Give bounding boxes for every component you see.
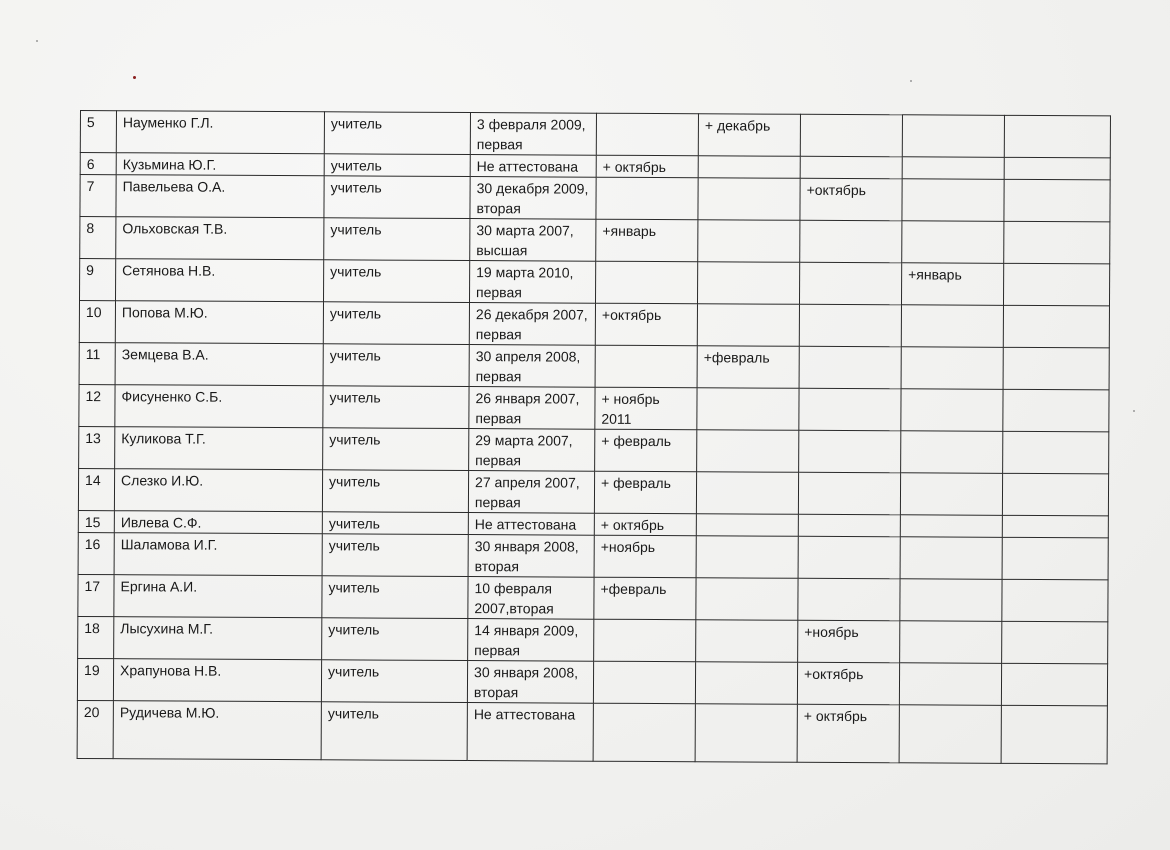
plan-month-4-cell bbox=[900, 473, 1002, 516]
table-row bbox=[77, 658, 1107, 705]
table-row bbox=[80, 217, 1110, 264]
plan-month-5-cell bbox=[1001, 705, 1107, 764]
plan-month-5-cell bbox=[1004, 179, 1110, 222]
plan-month-2-cell bbox=[696, 514, 798, 537]
dust-speck bbox=[910, 80, 912, 82]
position-cell: учитель bbox=[323, 428, 469, 471]
table-body bbox=[77, 111, 1110, 764]
plan-month-4-cell bbox=[899, 705, 1001, 764]
row-number-cell: 11 bbox=[79, 342, 115, 384]
table-row bbox=[77, 700, 1107, 763]
plan-month-1-cell: + февраль bbox=[594, 471, 696, 514]
teacher-name-cell: Сетянова Н.В. bbox=[116, 259, 324, 302]
plan-month-2-cell: + декабрь bbox=[698, 114, 800, 157]
plan-month-5-cell bbox=[1004, 115, 1110, 158]
plan-month-4-cell bbox=[901, 431, 1003, 474]
teacher-name-cell: Попова М.Ю. bbox=[115, 301, 323, 344]
position-cell: учитель bbox=[322, 512, 468, 535]
plan-month-3-cell: +октябрь bbox=[797, 662, 899, 705]
plan-month-3-cell: +ноябрь bbox=[798, 620, 900, 663]
table-row bbox=[78, 616, 1108, 663]
ink-speck bbox=[133, 76, 136, 79]
table-row bbox=[79, 384, 1109, 431]
plan-month-4-cell bbox=[902, 157, 1004, 180]
teacher-name-cell: Куликова Т.Г. bbox=[115, 427, 323, 470]
plan-month-2-cell bbox=[697, 388, 799, 431]
teacher-name-cell: Ергина А.И. bbox=[114, 575, 322, 618]
plan-month-3-cell: +октябрь bbox=[800, 178, 902, 221]
plan-month-4-cell bbox=[900, 537, 1002, 580]
row-number-cell: 9 bbox=[80, 259, 116, 301]
plan-month-3-cell bbox=[798, 578, 900, 621]
teacher-name-cell: Рудичева М.Ю. bbox=[113, 701, 321, 760]
table-row bbox=[80, 175, 1110, 222]
position-cell: учитель bbox=[323, 260, 469, 303]
table-row bbox=[78, 532, 1108, 579]
plan-month-2-cell bbox=[696, 472, 798, 515]
teacher-attestation-table bbox=[77, 110, 1111, 764]
attestation-date-cell: 3 февраля 2009, первая bbox=[470, 113, 596, 156]
attestation-date-cell: 30 апреля 2008, первая bbox=[469, 345, 595, 388]
plan-month-2-cell bbox=[695, 662, 797, 705]
position-cell: учитель bbox=[324, 112, 470, 155]
position-cell: учитель bbox=[323, 386, 469, 429]
row-number-cell: 19 bbox=[77, 658, 113, 700]
plan-month-5-cell bbox=[1003, 389, 1109, 432]
row-number-cell: 17 bbox=[78, 574, 114, 616]
attestation-date-cell: 26 января 2007, первая bbox=[469, 387, 595, 430]
attestation-date-cell: 10 февраля 2007,вторая bbox=[468, 577, 594, 620]
plan-month-2-cell bbox=[696, 578, 798, 621]
row-number-cell: 14 bbox=[78, 468, 114, 510]
table-row bbox=[79, 301, 1109, 348]
plan-month-1-cell bbox=[595, 261, 697, 304]
plan-month-1-cell: +октябрь bbox=[595, 303, 697, 346]
row-number-cell: 10 bbox=[79, 301, 115, 343]
plan-month-5-cell bbox=[1004, 157, 1110, 180]
plan-month-4-cell bbox=[899, 663, 1001, 706]
plan-month-1-cell bbox=[595, 345, 697, 388]
plan-month-4-cell bbox=[902, 221, 1004, 264]
attestation-date-cell: 30 марта 2007, высшая bbox=[470, 219, 596, 262]
row-number-cell: 12 bbox=[79, 384, 115, 426]
plan-month-1-cell: + февраль bbox=[595, 429, 697, 472]
row-number-cell: 15 bbox=[78, 510, 114, 532]
plan-month-5-cell bbox=[1001, 663, 1107, 706]
teacher-name-cell: Павельева О.А. bbox=[116, 175, 324, 218]
teacher-name-cell: Лысухина М.Г. bbox=[114, 617, 322, 660]
table-row bbox=[80, 111, 1110, 158]
table-row bbox=[79, 342, 1109, 389]
plan-month-3-cell bbox=[800, 220, 902, 263]
row-number-cell: 7 bbox=[80, 175, 116, 217]
table-row bbox=[80, 259, 1110, 306]
attestation-date-cell: Не аттестована bbox=[470, 155, 596, 178]
attestation-date-cell: 30 декабря 2009, вторая bbox=[470, 177, 596, 220]
row-number-cell: 5 bbox=[80, 111, 116, 153]
row-number-cell: 16 bbox=[78, 532, 114, 574]
attestation-date-cell: 30 января 2008, вторая bbox=[467, 661, 593, 704]
plan-month-3-cell bbox=[800, 114, 902, 157]
plan-month-3-cell bbox=[799, 430, 901, 473]
plan-month-5-cell bbox=[1003, 263, 1109, 306]
plan-month-5-cell bbox=[1003, 347, 1109, 390]
attestation-date-cell: Не аттестована bbox=[467, 703, 593, 762]
plan-month-5-cell bbox=[1002, 515, 1108, 538]
row-number-cell: 20 bbox=[77, 700, 113, 758]
plan-month-4-cell bbox=[902, 179, 1004, 222]
position-cell: учитель bbox=[324, 218, 470, 261]
plan-month-1-cell: +ноябрь bbox=[594, 535, 696, 578]
plan-month-3-cell: + октябрь bbox=[797, 704, 899, 763]
plan-month-5-cell bbox=[1002, 621, 1108, 664]
plan-month-1-cell bbox=[596, 113, 698, 156]
plan-month-2-cell: +февраль bbox=[697, 346, 799, 389]
plan-month-3-cell bbox=[798, 514, 900, 537]
plan-month-1-cell: + октябрь bbox=[596, 155, 698, 178]
plan-month-2-cell bbox=[698, 156, 800, 179]
plan-month-5-cell bbox=[1002, 473, 1108, 516]
plan-month-1-cell: +февраль bbox=[594, 577, 696, 620]
plan-month-3-cell bbox=[799, 388, 901, 431]
plan-month-3-cell bbox=[799, 304, 901, 347]
attestation-date-cell: 30 января 2008, вторая bbox=[468, 535, 594, 578]
plan-month-3-cell bbox=[799, 262, 901, 305]
attestation-date-cell: 14 января 2009, первая bbox=[468, 619, 594, 662]
plan-month-2-cell bbox=[698, 220, 800, 263]
plan-month-3-cell bbox=[798, 536, 900, 579]
dust-speck bbox=[36, 40, 38, 42]
plan-month-2-cell bbox=[697, 262, 799, 305]
plan-month-1-cell bbox=[593, 661, 695, 704]
teacher-name-cell: Ивлева С.Ф. bbox=[114, 511, 322, 534]
teacher-name-cell: Фисуненко С.Б. bbox=[115, 385, 323, 428]
position-cell: учитель bbox=[324, 154, 470, 177]
position-cell: учитель bbox=[322, 576, 468, 619]
plan-month-4-cell: +январь bbox=[901, 263, 1003, 306]
plan-month-2-cell bbox=[695, 704, 797, 763]
teacher-name-cell: Науменко Г.Л. bbox=[116, 111, 324, 154]
position-cell: учитель bbox=[322, 618, 468, 661]
plan-month-4-cell bbox=[902, 115, 1004, 158]
plan-month-2-cell bbox=[698, 178, 800, 221]
plan-month-4-cell bbox=[900, 621, 1002, 664]
table-row bbox=[78, 468, 1108, 515]
plan-month-5-cell bbox=[1004, 221, 1110, 264]
attestation-date-cell: 19 марта 2010, первая bbox=[469, 261, 595, 304]
plan-month-2-cell bbox=[696, 620, 798, 663]
plan-month-4-cell bbox=[900, 579, 1002, 622]
row-number-cell: 18 bbox=[78, 616, 114, 658]
plan-month-3-cell bbox=[799, 346, 901, 389]
plan-month-1-cell: +январь bbox=[596, 219, 698, 262]
table-row bbox=[78, 574, 1108, 621]
plan-month-4-cell bbox=[901, 389, 1003, 432]
plan-month-5-cell bbox=[1002, 579, 1108, 622]
plan-month-1-cell: + ноябрь 2011 bbox=[595, 387, 697, 430]
plan-month-3-cell bbox=[798, 472, 900, 515]
plan-month-2-cell bbox=[696, 536, 798, 579]
plan-month-5-cell bbox=[1003, 305, 1109, 348]
position-cell: учитель bbox=[321, 660, 467, 703]
plan-month-2-cell bbox=[697, 430, 799, 473]
plan-month-1-cell: + октябрь bbox=[594, 513, 696, 536]
position-cell: учитель bbox=[323, 302, 469, 345]
teacher-name-cell: Храпунова Н.В. bbox=[113, 659, 321, 702]
row-number-cell: 8 bbox=[80, 217, 116, 259]
teacher-name-cell: Слезко И.Ю. bbox=[114, 469, 322, 512]
plan-month-1-cell bbox=[593, 703, 695, 762]
plan-month-1-cell bbox=[594, 619, 696, 662]
attestation-date-cell: Не аттестована bbox=[468, 513, 594, 536]
attestation-date-cell: 26 декабря 2007, первая bbox=[469, 303, 595, 346]
teacher-name-cell: Шаламова И.Г. bbox=[114, 533, 322, 576]
row-number-cell: 6 bbox=[80, 153, 116, 175]
plan-month-4-cell bbox=[900, 515, 1002, 538]
teacher-name-cell: Земцева В.А. bbox=[115, 343, 323, 386]
plan-month-1-cell bbox=[596, 177, 698, 220]
position-cell: учитель bbox=[324, 176, 470, 219]
teacher-name-cell: Кузьмина Ю.Г. bbox=[116, 153, 324, 176]
dust-speck bbox=[1133, 410, 1135, 412]
teacher-name-cell: Ольховская Т.В. bbox=[116, 217, 324, 260]
position-cell: учитель bbox=[322, 534, 468, 577]
plan-month-4-cell bbox=[901, 305, 1003, 348]
plan-month-5-cell bbox=[1003, 431, 1109, 474]
table-row bbox=[79, 426, 1109, 473]
plan-month-3-cell bbox=[800, 156, 902, 179]
row-number-cell: 13 bbox=[79, 426, 115, 468]
plan-month-2-cell bbox=[697, 304, 799, 347]
plan-month-4-cell bbox=[901, 347, 1003, 390]
attestation-date-cell: 27 апреля 2007, первая bbox=[468, 471, 594, 514]
position-cell: учитель bbox=[321, 702, 467, 761]
position-cell: учитель bbox=[323, 344, 469, 387]
attestation-date-cell: 29 марта 2007, первая bbox=[469, 429, 595, 472]
plan-month-5-cell bbox=[1002, 537, 1108, 580]
position-cell: учитель bbox=[322, 470, 468, 513]
